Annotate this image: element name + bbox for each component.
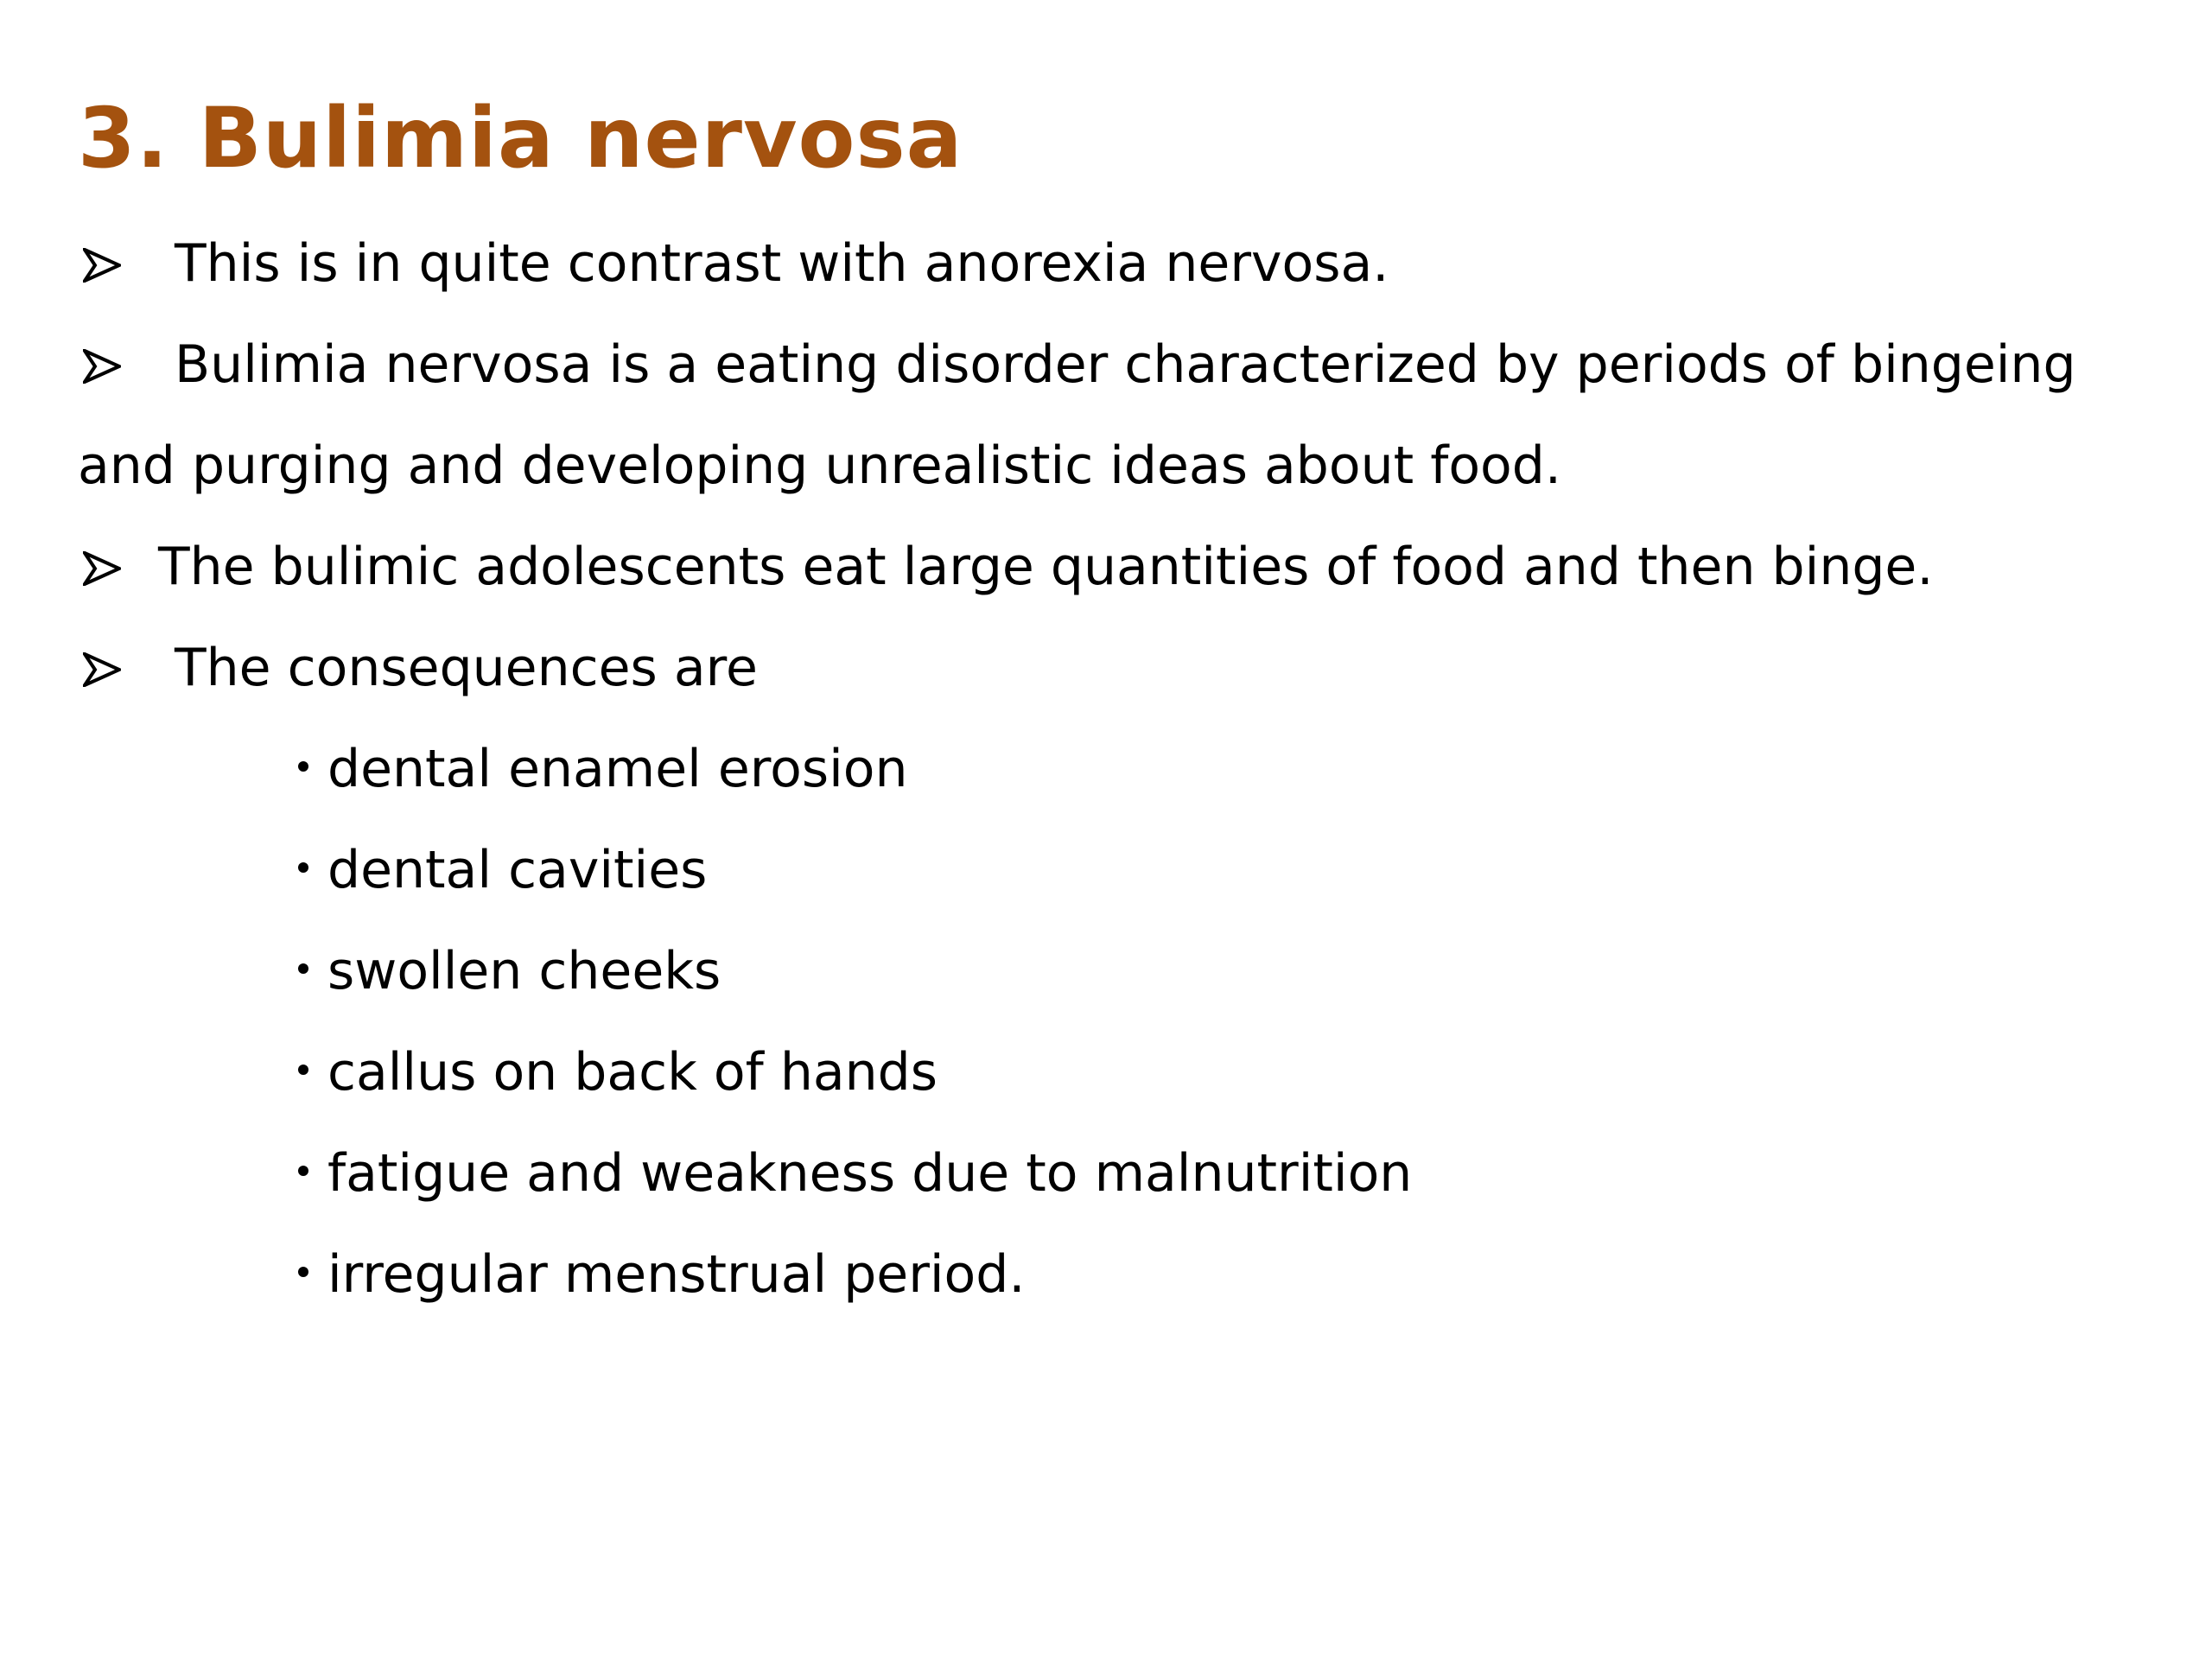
sub-bullet-item [298,836,707,905]
arrow-bullet-icon [78,633,130,702]
arrow-bullet-icon [78,532,130,601]
sub-bullet-item [298,734,908,804]
sub-bullet-text: dental cavities [327,840,708,900]
sub-bullet-text: dental enamel erosion [327,739,908,799]
dot-bullet-icon [298,1065,308,1075]
sub-bullet-item [298,1038,938,1107]
bullet-text: This is in quite contrast with anorexia nervosa. [175,233,1389,294]
slide-title: 3. Bulimia nervosa [78,90,963,187]
bullet-text: The bulimic adolescents eat large quantities of food and then binge. [158,537,1934,597]
dot-bullet-icon [298,1267,308,1277]
arrow-bullet-icon [78,229,130,298]
sub-bullet-text: irregular menstrual period. [327,1244,1026,1305]
bullet-text: Bulimia nervosa is a eating disorder characterized by periods of bingeing [175,334,2076,395]
dot-bullet-icon [298,761,308,772]
dot-bullet-icon [298,862,308,873]
dot-bullet-icon [298,1166,308,1176]
sub-bullet-text: swollen cheeks [327,941,721,1001]
sub-bullet-text: callus on back of hands [327,1042,938,1103]
sub-bullet-item [298,937,721,1006]
sub-bullet-item [298,1139,1412,1208]
bullet-continuation-text: and purging and developing unrealistic ideas about food. [78,435,1561,496]
arrow-bullet-icon [78,330,130,399]
dot-bullet-icon [298,963,308,974]
sub-bullet-text: fatigue and weakness due to malnutrition [327,1143,1413,1204]
sub-bullet-item [298,1240,1025,1309]
bullet-text: The consequences are [175,638,758,698]
